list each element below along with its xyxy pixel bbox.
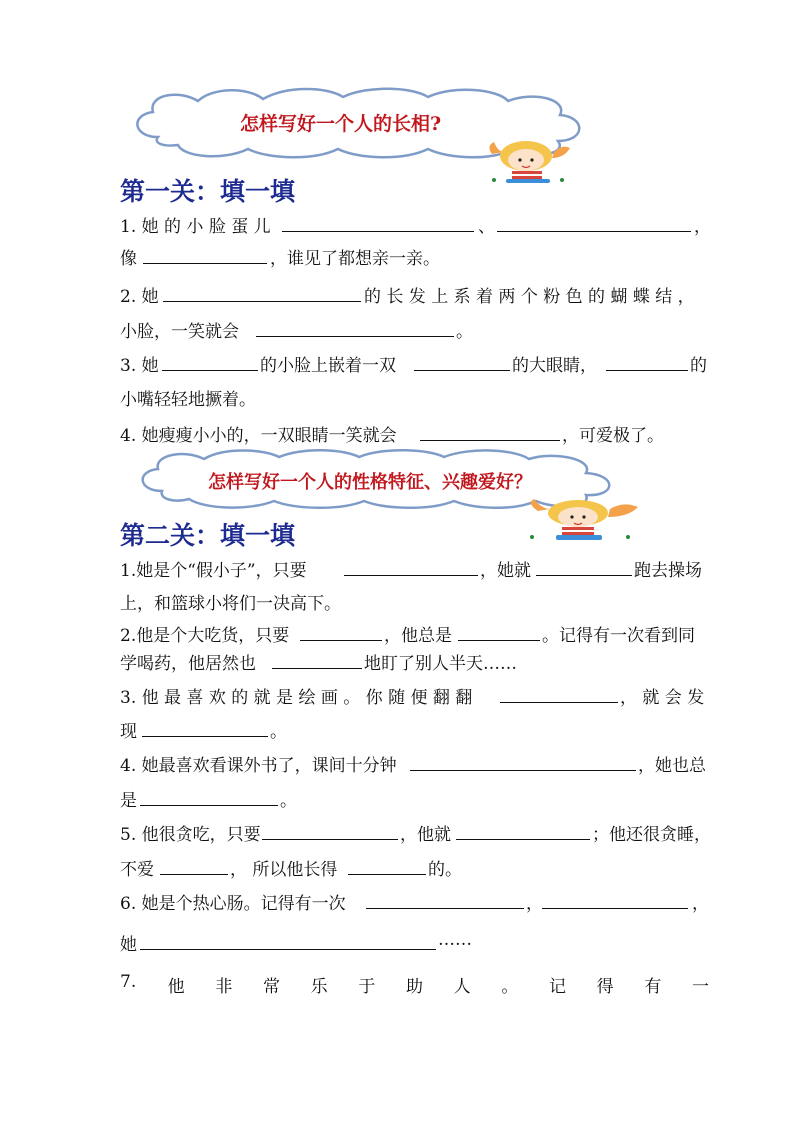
- s2-q7-char: 非: [215, 977, 233, 997]
- s2-q2-text-e: 地盯了别人半天……: [364, 654, 517, 674]
- s2-q1-text-d: 上，和篮球小将们一决高下。: [120, 594, 341, 614]
- s2-q5-text-a: 5. 他很贪吃，只要: [120, 825, 261, 845]
- s1-q3-text-c: 的大眼睛，: [512, 356, 597, 376]
- s2-q3-blank-1[interactable]: [500, 684, 618, 703]
- s2-q7-char: 他: [167, 977, 185, 997]
- s2-q1-blank-1[interactable]: [344, 557, 478, 576]
- s1-q2-text-b: 的 长 发 上 系 着 两 个 粉 色 的 蝴 蝶 结 ，: [364, 287, 695, 307]
- s1-q4-text-b: ，可爱极了。: [562, 426, 664, 446]
- s2-q2-blank-1[interactable]: [300, 622, 382, 641]
- s2-q3-text-b: ， 就 会 发: [620, 688, 705, 708]
- s2-q7-char: 常: [263, 977, 280, 997]
- s2-q2-text-d: 学喝药，他居然也: [120, 654, 256, 674]
- s2-q6-blank-1[interactable]: [366, 890, 524, 909]
- s2-q3-text-c: 现: [120, 722, 137, 742]
- s2-q4-blank-1[interactable]: [410, 752, 636, 771]
- s2-q6-text-d: 她: [120, 935, 137, 955]
- s1-q1-text-a: 1. 她 的 小 脸 蛋 儿: [120, 217, 271, 237]
- s2-q3-text-d: 。: [270, 722, 287, 742]
- s2-q7-char: 人: [453, 977, 471, 997]
- s1-q3-blank-1[interactable]: [162, 352, 258, 371]
- s2-q2-blank-2[interactable]: [458, 622, 540, 641]
- s2-q4-blank-2[interactable]: [140, 787, 278, 806]
- s2-q3-text-a: 3. 他 最 喜 欢 的 就 是 绘 画 。 你 随 便 翻 翻: [120, 688, 473, 708]
- s1-q3-text-b: 的小脸上嵌着一双: [260, 356, 396, 376]
- s2-q7-char: 得: [596, 977, 614, 997]
- s2-q6-text-c: ，: [692, 894, 709, 914]
- s2-q7-char: 于: [358, 977, 376, 997]
- s1-q3-text-d: 的: [690, 356, 707, 376]
- s2-q1-text-b: ，她就: [480, 561, 531, 581]
- s1-q3-text-a: 3. 她: [120, 356, 159, 376]
- section-heading-2: 第二关：填一填: [120, 521, 296, 550]
- s1-q2-text-d: 。: [456, 322, 473, 342]
- s2-q5-blank-4[interactable]: [348, 856, 426, 875]
- s1-q1-text-c: ，: [694, 217, 711, 237]
- s1-q2-blank-2[interactable]: [256, 318, 454, 337]
- s2-q6-text-e: ……: [438, 930, 472, 950]
- s1-q3-blank-2[interactable]: [414, 352, 510, 371]
- s2-q5-text-b: ，他就: [400, 825, 451, 845]
- s2-q2-text-a: 2.他是个大吃货，只要: [120, 626, 290, 646]
- s2-q2-text-b: ，他总是: [384, 626, 452, 646]
- s2-q4-text-b: ，她也总: [638, 756, 706, 776]
- s2-q7-char: 有: [644, 977, 662, 997]
- s2-q7-char: 乐: [310, 977, 328, 997]
- s2-q4-text-c: 是: [120, 791, 137, 811]
- s1-q1-text-e: ，谁见了都想亲一亲。: [270, 249, 440, 269]
- cartoon-girl-image: [484, 138, 574, 184]
- s1-q2-blank-1[interactable]: [163, 283, 361, 302]
- s2-q1-text-c: 跑去操场: [634, 561, 702, 581]
- s1-q2-text-c: 小脸，一笑就会: [120, 322, 239, 342]
- cartoon-girl-image-2: [520, 497, 644, 543]
- s2-q1-text-a: 1.她是个“假小子”，只要: [120, 561, 307, 581]
- s1-q1-text-b: 、: [478, 217, 495, 237]
- s1-q4-text-a: 4. 她瘦瘦小小的，一双眼睛一笑就会: [120, 426, 397, 446]
- s2-q4-text-a: 4. 她最喜欢看课外书了，课间十分钟: [120, 756, 397, 776]
- s2-q5-text-f: 的。: [428, 860, 462, 880]
- s1-q4-blank-1[interactable]: [420, 422, 560, 441]
- s2-q5-blank-1[interactable]: [262, 821, 398, 840]
- s2-q5-text-e: ， 所以他长得: [230, 860, 338, 880]
- s2-q2-blank-3[interactable]: [272, 650, 362, 669]
- s2-q6-text-a: 6. 她是个热心肠。记得有一次: [120, 894, 346, 914]
- s2-q4-text-d: 。: [280, 791, 297, 811]
- s1-q1-blank-1[interactable]: [282, 213, 474, 232]
- s1-q1-blank-3[interactable]: [143, 245, 267, 264]
- cloud-title-1: 怎样写好一个人的长相?: [240, 113, 442, 135]
- s2-q5-text-d: 不爱: [120, 860, 154, 880]
- s1-q1-blank-2[interactable]: [497, 213, 691, 232]
- s1-q3-blank-3[interactable]: [606, 352, 688, 371]
- s2-q7-char: 记: [549, 977, 566, 997]
- cloud-title-2: 怎样写好一个人的性格特征、兴趣爱好？: [208, 472, 532, 493]
- s2-q7-line: [120, 972, 710, 997]
- s2-q7-char: 。: [501, 977, 519, 997]
- s1-q3-text-e: 小嘴轻轻地撅着。: [120, 390, 256, 410]
- s2-q5-blank-3[interactable]: [160, 856, 228, 875]
- s2-q2-text-c: 。记得有一次看到同: [542, 626, 695, 646]
- s2-q6-text-b: ，: [526, 894, 543, 914]
- s2-q6-blank-3[interactable]: [140, 931, 436, 950]
- section-heading-1: 第一关：填一填: [120, 177, 296, 206]
- s1-q1-text-d: 像: [120, 249, 137, 269]
- s2-q5-text-c: ；他还很贪睡，: [592, 825, 711, 845]
- s1-q2-text-a: 2. 她: [120, 287, 159, 307]
- s2-q6-blank-2[interactable]: [542, 890, 688, 909]
- s2-q7-char: 7.: [120, 972, 137, 992]
- s2-q3-blank-2[interactable]: [142, 718, 268, 737]
- s2-q7-char: 助: [406, 977, 423, 997]
- s2-q1-blank-2[interactable]: [536, 557, 632, 576]
- s2-q7-char: 一: [692, 977, 709, 997]
- s2-q5-blank-2[interactable]: [456, 821, 590, 840]
